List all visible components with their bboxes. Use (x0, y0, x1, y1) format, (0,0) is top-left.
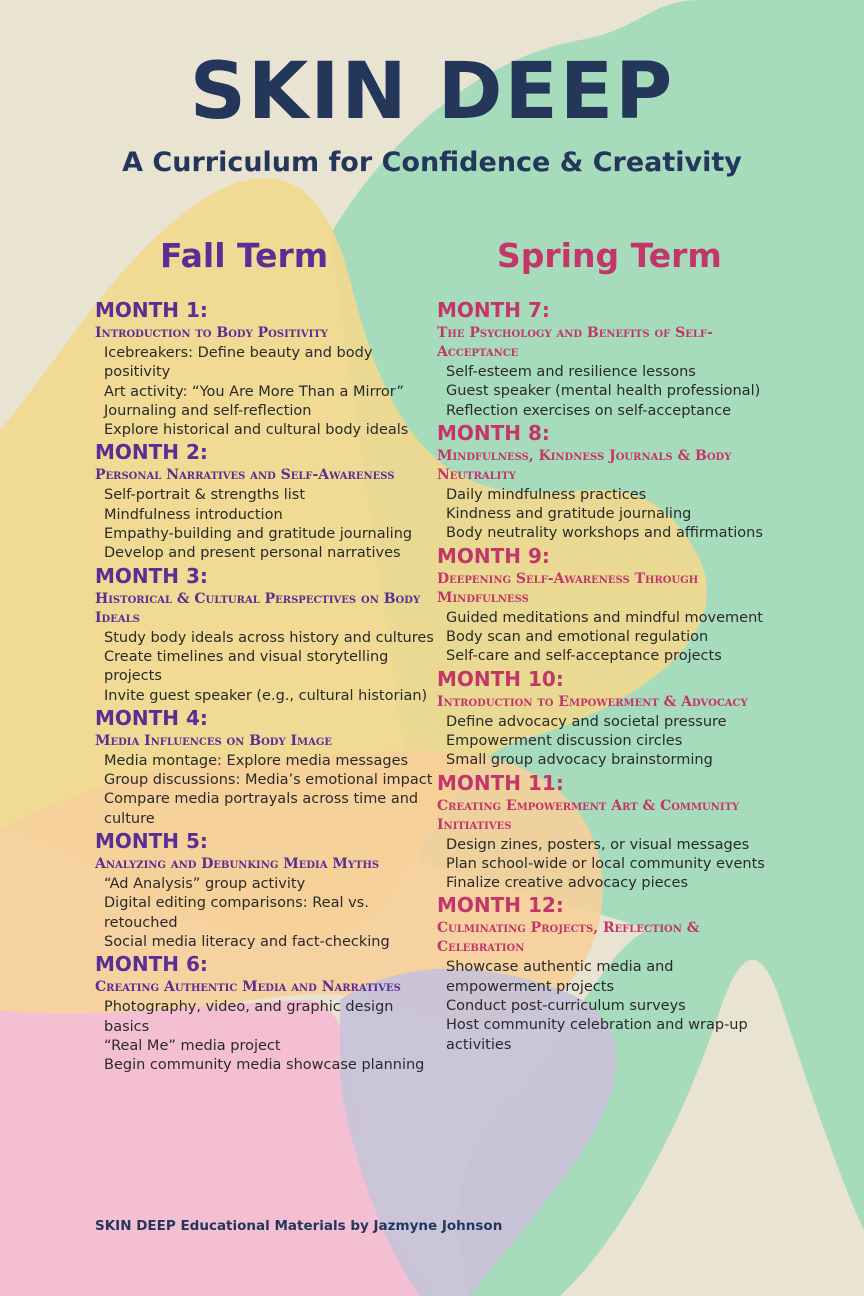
activity-item: Plan school-wide or local community events (446, 855, 765, 872)
fall-term-heading: Fall Term (160, 236, 329, 275)
month-label: MONTH 1: (95, 298, 208, 322)
month-topic: Creating Empowerment Art & Community Initiatives (437, 797, 740, 833)
activity-list (437, 609, 777, 667)
activity-item: Small group advocacy brainstorming (446, 752, 713, 769)
activity-item: Mindfulness introduction (104, 506, 283, 523)
activity-item: Reflection exercises on self-acceptance (446, 402, 732, 419)
activity-list (95, 752, 435, 829)
month-label: MONTH 5: (95, 829, 208, 854)
activity-item: Finalize creative advocacy pieces (446, 875, 688, 892)
month-block (437, 544, 777, 667)
month-block (437, 667, 777, 771)
month-block (95, 952, 435, 1075)
activity-item: “Real Me” media project (104, 1037, 281, 1054)
activity-item: Icebreakers: Define beauty and body positivity (104, 345, 373, 381)
activity-item: Develop and present personal narratives (104, 545, 401, 562)
month-block (95, 829, 435, 952)
activity-list (437, 486, 777, 544)
activity-item: “Ad Analysis” group activity (104, 876, 306, 893)
month-topic: Introduction to Empowerment & Advocacy (437, 693, 748, 710)
month-label: MONTH 6: (95, 952, 208, 977)
activity-item: Compare media portrayals across time and culture (104, 791, 419, 827)
activity-item: Self-care and self-acceptance projects (446, 648, 722, 665)
activity-item: Media montage: Explore media messages (104, 752, 409, 769)
activity-item: Explore historical and cultural body ideals (104, 422, 409, 439)
activity-list (437, 713, 777, 771)
month-topic: Analyzing and Debunking Media Myths (95, 856, 380, 873)
spring-term-column (437, 298, 777, 1055)
page-title: SKIN DEEP (189, 47, 675, 137)
activity-list (95, 629, 435, 706)
month-label: MONTH 2: (95, 440, 208, 465)
month-block (437, 893, 777, 1054)
activity-list (95, 344, 435, 440)
month-block (437, 421, 777, 544)
activity-item: Photography, video, and graphic design basics (104, 999, 394, 1035)
activity-item: Empathy-building and gratitude journaling (104, 526, 413, 543)
activity-list (437, 363, 777, 421)
month-block (437, 771, 777, 894)
month-label: MONTH 7: (437, 298, 550, 322)
page-subtitle: A Curriculum for Confidence & Creativity (122, 147, 742, 178)
activity-item: Self-esteem and resilience lessons (446, 364, 696, 380)
activity-item: Define advocacy and societal pressure (446, 713, 727, 730)
month-topic: Mindfulness, Kindness Journals & Body Neutrality (437, 447, 732, 483)
month-block (95, 706, 435, 829)
month-label: MONTH 3: (95, 563, 208, 588)
month-label: MONTH 11: (437, 770, 564, 795)
spring-term-heading: Spring Term (497, 236, 722, 275)
month-topic: Historical & Cultural Perspectives on Body Ideals (95, 590, 421, 626)
month-topic: Creating Authentic Media and Narratives (95, 979, 401, 996)
activity-item: Guest speaker (mental health professional) (446, 383, 761, 400)
activity-item: Create timelines and visual storytelling projects (104, 648, 389, 685)
activity-list (95, 998, 435, 1075)
month-block (437, 298, 777, 421)
activity-list (437, 836, 777, 894)
activity-item: Body neutrality workshops and affirmations (446, 525, 763, 542)
month-topic: The Psychology and Benefits of Self-Acceptance (437, 325, 713, 360)
month-label: MONTH 8: (437, 420, 550, 445)
activity-item: Invite guest speaker (e.g., cultural historian) (104, 687, 428, 704)
activity-item: Digital editing comparisons: Real vs. retouched (104, 895, 369, 931)
activity-item: Self-portrait & strengths list (104, 487, 306, 504)
month-label: MONTH 10: (437, 666, 564, 691)
month-block (95, 440, 435, 563)
month-block (95, 298, 435, 440)
activity-item: Empowerment discussion circles (446, 732, 683, 749)
footer-credit: SKIN DEEP Educational Materials by Jazmyne Johnson (95, 1218, 503, 1234)
activity-item: Journaling and self-reflection (104, 402, 312, 419)
month-label: MONTH 4: (95, 705, 208, 730)
activity-item: Showcase authentic media and empowerment projects (446, 959, 674, 995)
activity-item: Art activity: “You Are More Than a Mirror” (104, 383, 404, 400)
activity-item: Design zines, posters, or visual messages (446, 836, 750, 853)
month-label: MONTH 12: (437, 893, 564, 918)
activity-item: Conduct post-curriculum surveys (446, 998, 686, 1015)
fall-term-column (95, 298, 435, 1075)
month-topic: Introduction to Body Positivity (95, 325, 328, 341)
activity-item: Daily mindfulness practices (446, 486, 647, 503)
activity-item: Begin community media showcase planning (104, 1057, 425, 1074)
activity-item: Study body ideals across history and cultures (104, 629, 434, 646)
month-topic: Culminating Projects, Reflection & Celebration (437, 920, 700, 956)
activity-item: Guided meditations and mindful movement (446, 609, 763, 626)
month-topic: Deepening Self-Awareness Through Mindfulness (437, 570, 699, 606)
activity-item: Kindness and gratitude journaling (446, 506, 692, 523)
activity-item: Group discussions: Media’s emotional impact (104, 772, 433, 789)
activity-list (95, 875, 435, 952)
activity-list (95, 486, 435, 563)
month-topic: Personal Narratives and Self-Awareness (95, 467, 395, 484)
month-topic: Media Influences on Body Image (95, 732, 333, 749)
activity-item: Social media literacy and fact-checking (104, 933, 390, 950)
month-label: MONTH 9: (437, 543, 550, 568)
activity-item: Host community celebration and wrap-up activities (446, 1017, 748, 1053)
activity-list (437, 958, 777, 1054)
month-block (95, 564, 435, 706)
activity-item: Body scan and emotional regulation (446, 629, 709, 646)
